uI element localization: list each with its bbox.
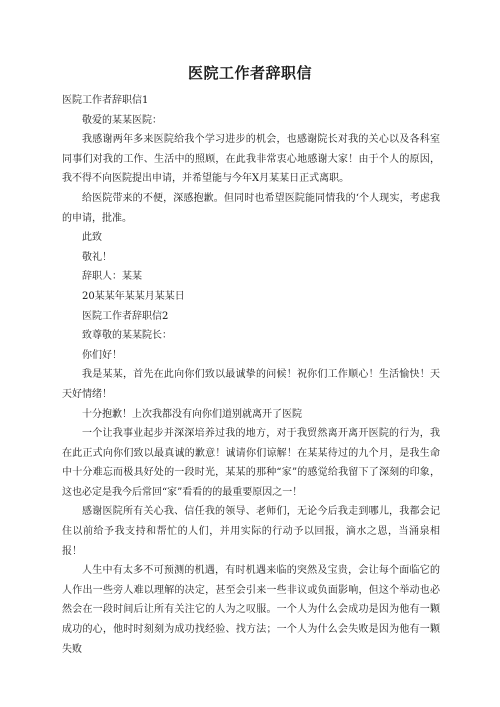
paragraph: 人生中有太多不可预测的机遇，有时机遇来临的突然及宝贵，会让每个面临它的人作出一些旁人难以理解的决定，甚至会引来一些非议或负面影响，但这个举动也必然会在一段时间后让所有关注它的人为之叹服。一个人为什么会成功是因为他有一颗成功的心，他时时刻刻为成功找经验、找方法；一个人为什么会失败是因为他有一颗失败 [62, 565, 440, 655]
paragraph: 致尊敬的某某院长： [82, 330, 172, 342]
paragraph: 感谢医院所有关心我、信任我的领导、老师们，无论今后我走到哪儿，我都会记住以前给予我支持和帮忙的人们，并用实际的行动予以回报，滴水之恩，当涌泉相报！ [62, 506, 440, 557]
document-body [62, 91, 440, 659]
document-title: 医院工作者辞职信 [187, 64, 312, 82]
paragraph: 此致 [82, 232, 102, 244]
paragraph: 我感谢两年多来医院给我个学习进步的机会，也感谢院长对我的关心以及各科室同事们对我的工作、生活中的照顾，在此我非常衷心地感谢大家！由于个人的原因，我不得不向医院提出申请，并希望能与今年X月某某日正式离职。 [62, 134, 440, 185]
paragraph: 敬礼！ [82, 251, 112, 263]
paragraph: 我是某某，首先在此向你们致以最诚挚的问候！祝你们工作顺心！生活愉快！天天好情绪！ [62, 369, 440, 400]
paragraph: 敬爱的某某医院： [82, 114, 162, 126]
paragraph: 给医院带来的不便，深感抱歉。但同时也希望医院能同情我的‘个人现实，考虑我的申请，批准。 [62, 192, 440, 224]
paragraph: 20某某年某某月某某日 [82, 290, 185, 302]
paragraph: 医院工作者辞职信2 [82, 310, 169, 322]
paragraph: 医院工作者辞职信1 [62, 95, 149, 106]
paragraph: 你们好！ [82, 349, 122, 361]
paragraph: 辞职人：某某 [82, 271, 142, 283]
paragraph: 一个让我事业起步并深深培养过我的地方，对于我贸然离开离开医院的行为，我在此正式向你们致以最真诚的歉意！诚请你们谅解！在某某待过的九个月，是我生命中十分难忘而极具好处的一段时光，某某的那种“家”的感觉给我留下了深刻的印象，这也必定是我今后常回“家”看看的的最重要原因之一！ [62, 428, 440, 498]
paragraph: 十分抱歉！上次我都没有向你们道别就离开了医院 [82, 408, 302, 420]
